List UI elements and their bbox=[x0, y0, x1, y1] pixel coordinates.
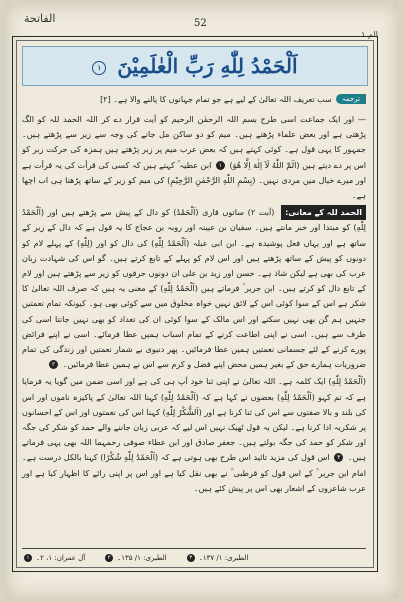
paragraph-text: ابن عطیہ ؒ کہتے ہیں کہ کسی کی قرأت کی یہ قرأت ہے اور میرے خیال میں مردی نہیں۔ (بِسْمِ اللّٰهِ الرَّحْمٰنِ الرَّحِيْمِ) کی میم کو زیر کے ساتھ پڑھنا ہی اب اچھا ہے۔ bbox=[22, 159, 366, 201]
section-heading: الحمد للہ کے معانی: bbox=[281, 205, 366, 220]
page-number: 52 bbox=[194, 18, 207, 29]
juz-header: الم ۱ bbox=[361, 30, 378, 39]
paragraph-text: (اَلْحَمْدُ لِلّٰهِ) ایک کلمہ ہے۔ اللہ تعالیٰ نے اپنی ثنا خود آپ ہی کی ہے اور اسی ضمن میں گویا یہ فرمایا ہے کہ تم کہو (اَلْحَمْدُ لِلّٰهِ) بعضوں نے کہا ہے کہ (اَلْحَمْدُ لِلّٰهِ) کہنا اللہ تعالیٰ کے پاکیزہ ناموں اور اس کی بلند و بالا صفتوں سے اس کی ثنا کرنا ہے اور (اَلشُّكْرُ لِلّٰهِ) کہنا اس کی نعمتوں اور اس کے احسانوں پر شکریہ ادا کرنا ہے۔ لیکن یہ قول ٹھیک نہیں اس لیے کہ عربی زبان جاننے والے حمد کو شکر کی جگہ اور شکر کو حمد کی جگہ بولتے ہیں۔ جعفر صادق اور ابن عطاء صوفی رحمہما اللہ بھی یہی فرماتے ہیں۔ bbox=[22, 376, 367, 463]
footnote bbox=[22, 554, 85, 562]
ayah-banner bbox=[22, 46, 368, 86]
paragraph bbox=[22, 374, 366, 496]
footnote-marker-icon[interactable]: ۳ bbox=[334, 453, 343, 462]
paragraph bbox=[22, 205, 366, 372]
ayah-text bbox=[92, 54, 297, 78]
translation-text: سب تعریف اللہ تعالیٰ کے لیے ہے جو تمام جہانوں کا پالنے والا ہے۔ [۲] bbox=[100, 94, 332, 104]
paragraph bbox=[22, 112, 366, 203]
footnote-text: الطبری: ۱/ ۱۳۵۔ bbox=[117, 554, 167, 562]
footnote-text: الطبری: ۱/ ۱۳۷۔ bbox=[198, 554, 249, 562]
footnotes bbox=[22, 548, 366, 565]
footnote bbox=[185, 554, 249, 562]
ayah-arabic: اَلْحَمْدُ لِلّٰهِ رَبِّ الْعٰلَمِيْنَ bbox=[117, 54, 298, 78]
translation-row bbox=[22, 92, 366, 106]
footnote-text: آل عمران: ۱، ۲۔ bbox=[36, 554, 86, 562]
ayah-number-icon: ۱ bbox=[92, 61, 106, 75]
footnote-marker-icon[interactable]: ۱ bbox=[216, 161, 225, 170]
paragraph-text: (آیت ۲) ساتوں قاری (اَلْحَمْدُ) کو دال کے پیش سے پڑھتے ہیں اور (اَلْحَمْدُ لِلّٰهِ) کو مبتدا اور خبر مانتے ہیں۔ سفیان بن عیینہ اور روبہ بن عجاج کا یہ قول ہے کہ دال کے زبر کے ساتھ ہے اور یہاں فعل پوشیدہ ہے۔ ابن ابی عبلہ (اَلْحَمْدُ لِلّٰهِ) کی دال کو اور (لِلّٰهِ) کے پہلے لام کو دونوں کو پیش کے ساتھ پڑھتے ہیں اور اس لام کو پہلے کے تابع کرتے ہیں۔ گو اس کی شہادت زبان عرب کی بھی ہے لیکن شاذ ہے۔ حسن اور زید بن علی ان دونوں حرفوں کو زیر سے پڑھتے ہیں اور لام کے تابع دال کو کرتے ہیں۔ ابن جریر ؒ فرماتے ہیں (اَلْحَمْدُ لِلّٰهِ) کے معنی یہ ہیں کہ صرف اللہ تعالیٰ کا شکر ہے اس کے سوا کوئی اس کے لائق نہیں خواہ مخلوق میں سے کوئی بھی ہو۔ کیونکہ تمام نعمتیں جنہیں ہم گن بھی نہیں سکتے اور اس مالک کے سوا کوئی ان کی تعداد کو بھی نہیں جانتا اسی کی طرف سے ہیں۔ اسی نے اپنی اطاعت کرنے کے تمام اسباب ہمیں عطا فرمائے۔ اسی نے اپنے فرائض پورے کرنے کے لئے جسمانی نعمتیں ہمیں عطا فرمائیں۔ پھر دنیوی بے شمار نعمتیں اور زندگی کی تمام ضروریات ہمارے حق کے بغیر ہمیں محض اپنے فضل و کرم سے اس نے ہمیں عطا فرمائیں۔ bbox=[22, 207, 366, 370]
footnote-marker-icon[interactable]: ۲ bbox=[49, 360, 58, 369]
translation-label: ترجمہ bbox=[336, 94, 366, 104]
footnote-number-icon: ۳ bbox=[187, 554, 195, 562]
footnote bbox=[103, 554, 167, 562]
footnote-number-icon: ۲ bbox=[105, 554, 113, 562]
surah-header: الفاتحة bbox=[24, 12, 56, 25]
paragraph-text: اس قول کی مزید تائید اس طرح بھی ہوتی ہے کہ (اَلْحَمْدُ لِلّٰهِ شُكْرًا) کہنا بالکل درست ہے۔ امام ابن جریر ؒ کے اس قول کو قرطبی ؒ نے بھی نقل کیا ہے اور اس پر اپنی رائے کا اظہار کیا ہے اور عرب شاعروں کے اشعار بھی اس پر پیش کئے ہیں۔ bbox=[22, 452, 366, 493]
tafsir-body bbox=[22, 112, 366, 498]
paragraph-text: — اور ایک جماعت اسی طرح بسم اللہ الرحمٰن الرحیم کو آیت قرار دے کر اللہ الحمد للہ کو الگ پڑھتی ہے اور بعض علماء پڑھتے ہیں۔ میم کو دو ساکن مل جانے کی وجہ سے زیر سے پڑھتے ہیں۔ جمہور کا یہی قول ہے۔ کوئی کہتے ہیں کہ بعض عرب میم پر زبر پڑھتے ہیں ہمزہ کی حرکت زبر کو اس پر دے دیتے ہیں (الٓمّٓ اللّٰهُ لَآ اِلٰهَ اِلَّا هُوَ) bbox=[22, 114, 366, 170]
footnote-number-icon: ۱ bbox=[24, 554, 32, 562]
